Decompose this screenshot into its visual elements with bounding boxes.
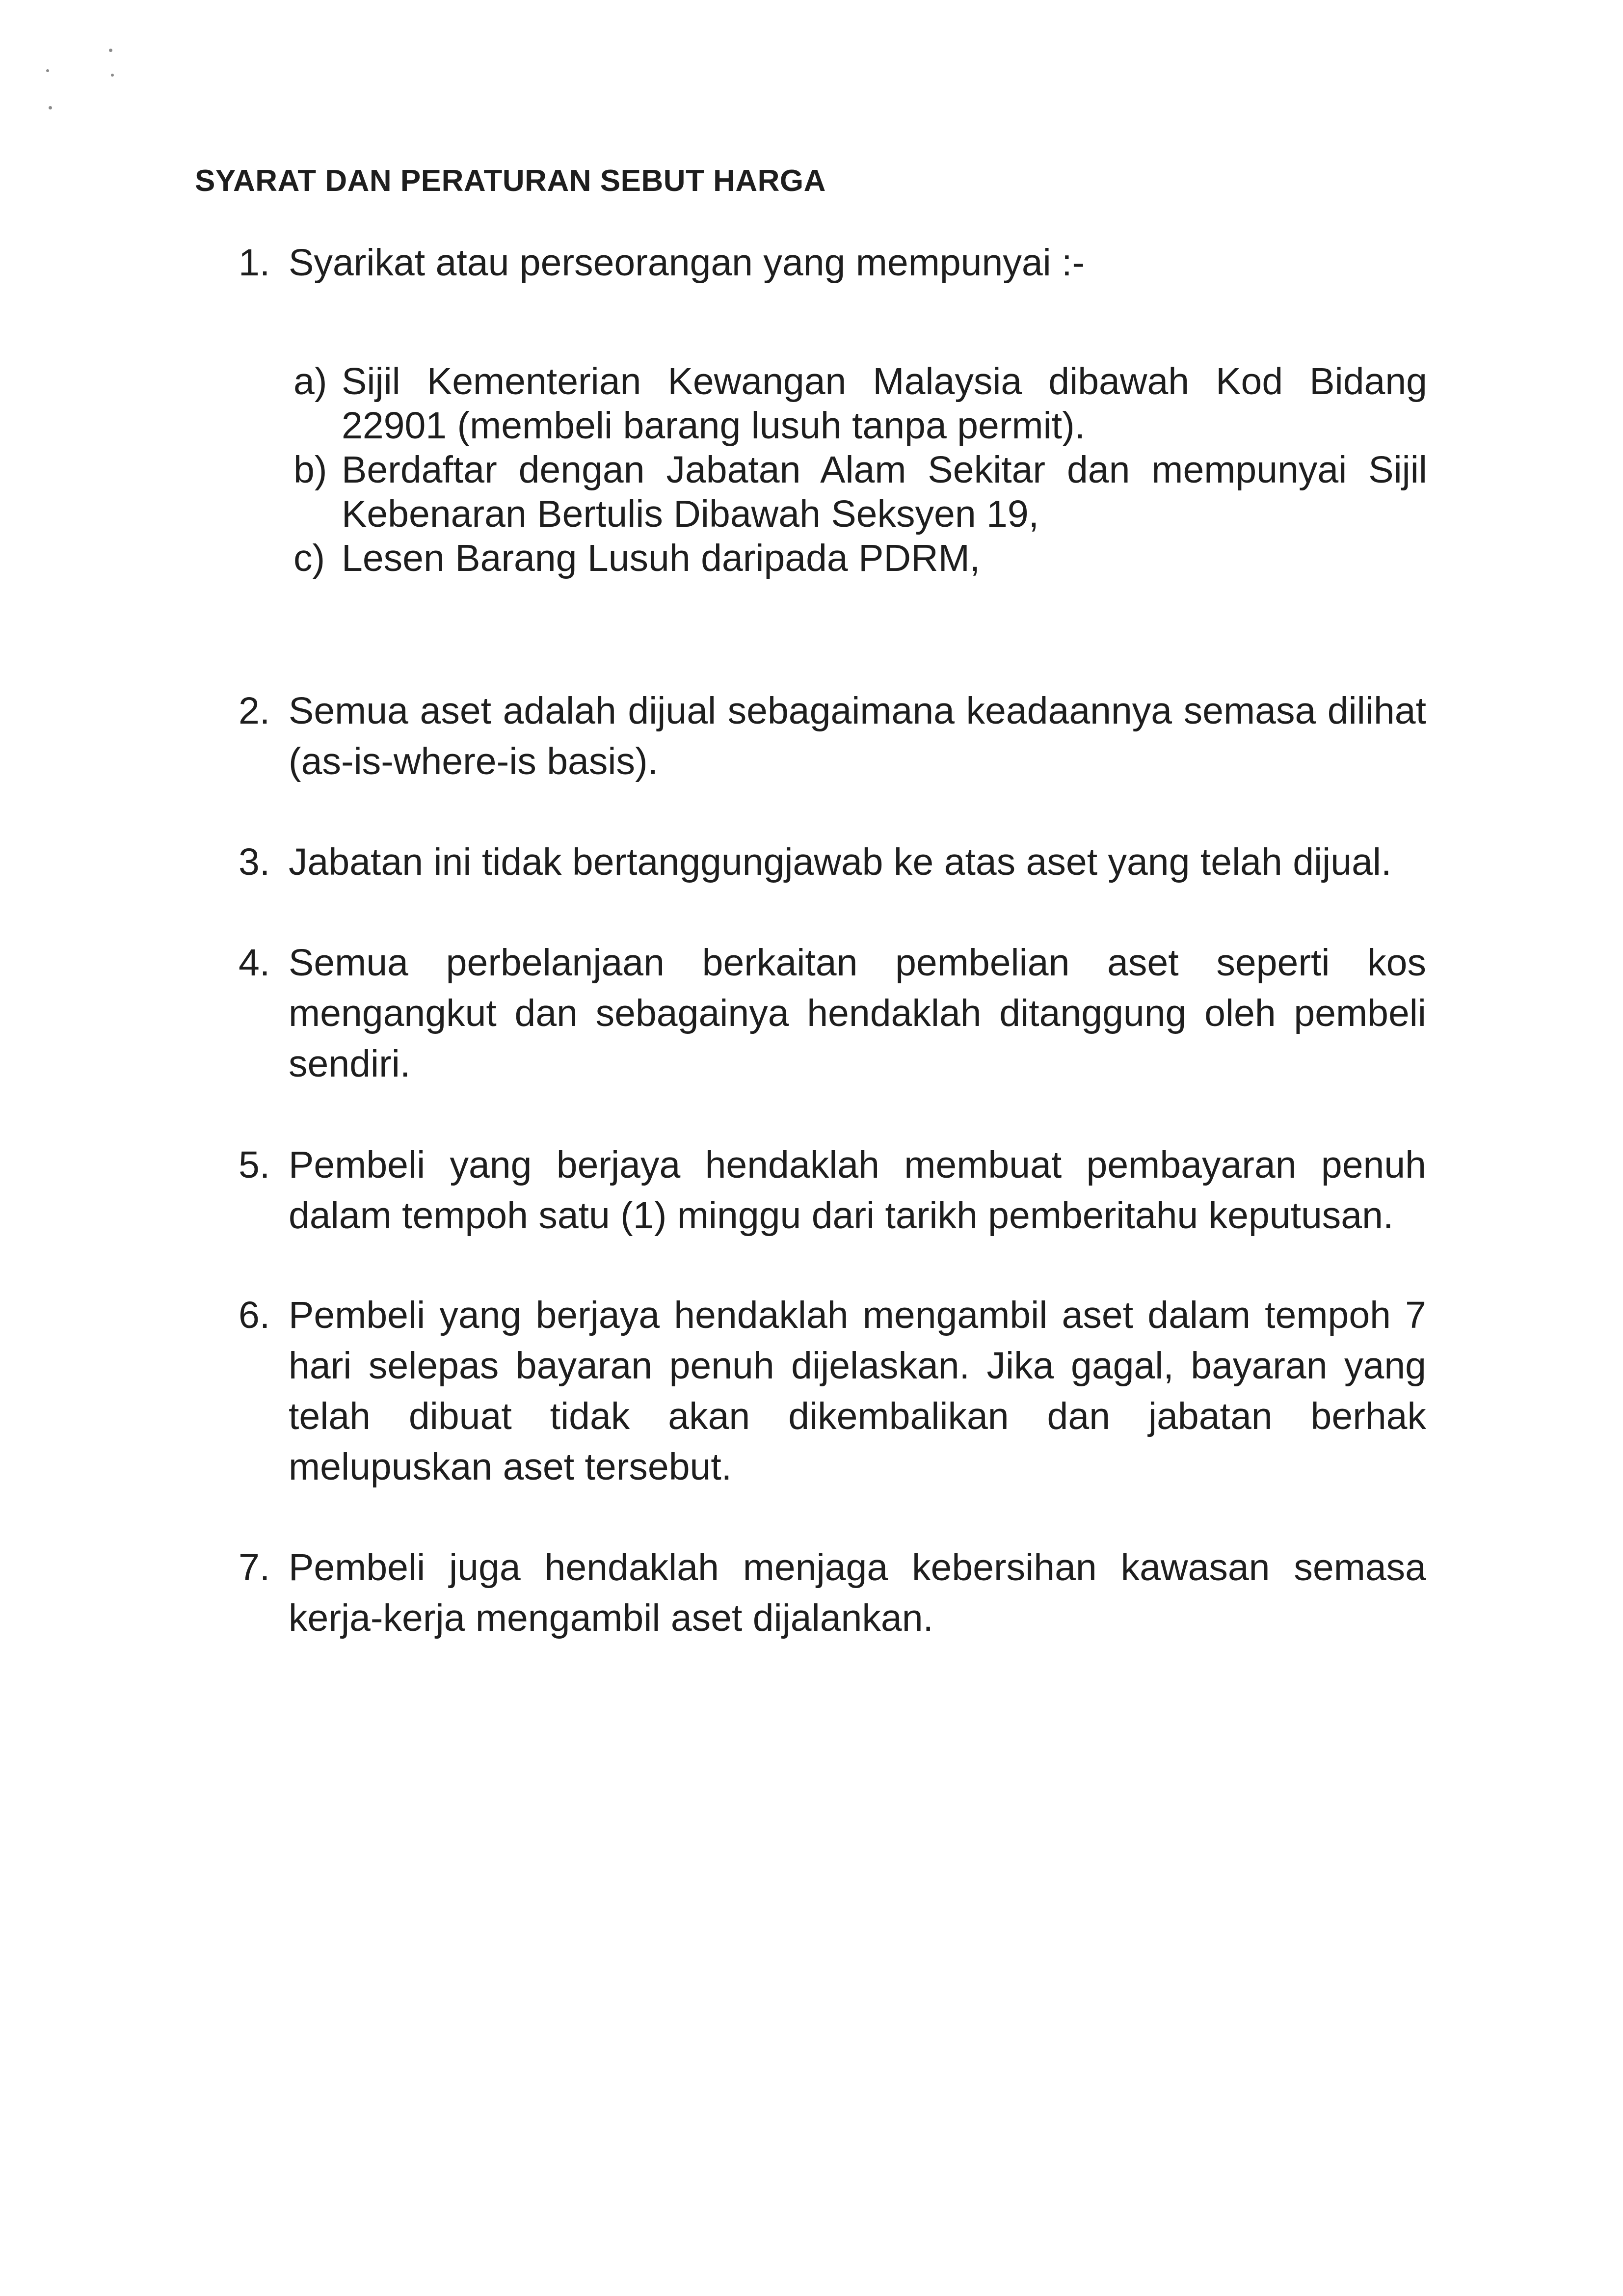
requirement-text-line: Lesen Barang Lusuh daripada PDRM, (342, 537, 981, 579)
item-number: 2. (239, 690, 270, 732)
item-number: 3. (239, 841, 270, 883)
requirement-text-line: 22901 (membeli barang lusuh tanpa permit). (342, 405, 1086, 447)
document-heading: SYARAT DAN PERATURAN SEBUT HARGA (195, 164, 826, 198)
scan-specks (0, 0, 147, 147)
item-number: 5. (239, 1144, 270, 1186)
item-text-line: Pembeli juga hendaklah menjaga kebersihan kawasan semasa (289, 1546, 1426, 1589)
item-text-line: hari selepas bayaran penuh dijelaskan. Jika gagal, bayaran yang (289, 1345, 1426, 1387)
condition-item-5 (239, 1140, 1426, 1241)
scan-speck (49, 106, 52, 109)
item-text-line: kerja-kerja mengambil aset dijalankan. (289, 1597, 933, 1639)
item-text: Jabatan ini tidak bertanggungjawab ke atas aset yang telah dijual. (289, 841, 1392, 883)
requirement-item-a (293, 359, 1427, 448)
condition-item-3 (239, 837, 1426, 888)
requirement-text-line: Sijil Kementerian Kewangan Malaysia dibawah Kod Bidang (342, 360, 1427, 403)
item-text-line: Semua aset adalah dijual sebagaimana keadaannya semasa dilihat (289, 690, 1426, 732)
item-number: 1. (239, 242, 270, 284)
condition-item-1 (239, 238, 1426, 288)
condition-item-6 (239, 1290, 1426, 1492)
item-text-line: melupuskan aset tersebut. (289, 1446, 732, 1488)
item-text: Syarikat atau perseorangan yang mempunyai :- (289, 242, 1085, 284)
requirement-text-line: Kebenaran Bertulis Dibawah Seksyen 19, (342, 493, 1039, 535)
requirement-label: b) (293, 449, 327, 491)
scan-speck (111, 74, 114, 77)
item-text-line: dalam tempoh satu (1) minggu dari tarikh pemberitahu keputusan. (289, 1194, 1394, 1237)
requirement-item-b (293, 448, 1427, 536)
requirement-label: c) (293, 537, 325, 579)
item-text-line: Pembeli yang berjaya hendaklah membuat pembayaran penuh (289, 1144, 1426, 1186)
condition-item-2 (239, 686, 1426, 787)
scan-speck (46, 69, 49, 72)
item-text-line: (as-is-where-is basis). (289, 740, 659, 783)
item-text-line: mengangkut dan sebagainya hendaklah ditanggung oleh pembeli (289, 992, 1426, 1034)
requirement-label: a) (293, 360, 327, 403)
requirement-item-c (293, 536, 1427, 580)
scan-speck (109, 49, 112, 52)
item-number: 7. (239, 1546, 270, 1589)
item-number: 4. (239, 942, 270, 984)
item-text-line: Semua perbelanjaan berkaitan pembelian aset seperti kos (289, 942, 1426, 984)
item-text-line: telah dibuat tidak akan dikembalikan dan jabatan berhak (289, 1395, 1426, 1437)
item-text-line: Pembeli yang berjaya hendaklah mengambil aset dalam tempoh 7 (289, 1294, 1426, 1336)
item-number: 6. (239, 1294, 270, 1336)
condition-item-4 (239, 938, 1426, 1089)
condition-item-7 (239, 1542, 1426, 1644)
requirement-text-line: Berdaftar dengan Jabatan Alam Sekitar dan mempunyai Sijil (342, 449, 1427, 491)
item-text-line: sendiri. (289, 1043, 411, 1085)
